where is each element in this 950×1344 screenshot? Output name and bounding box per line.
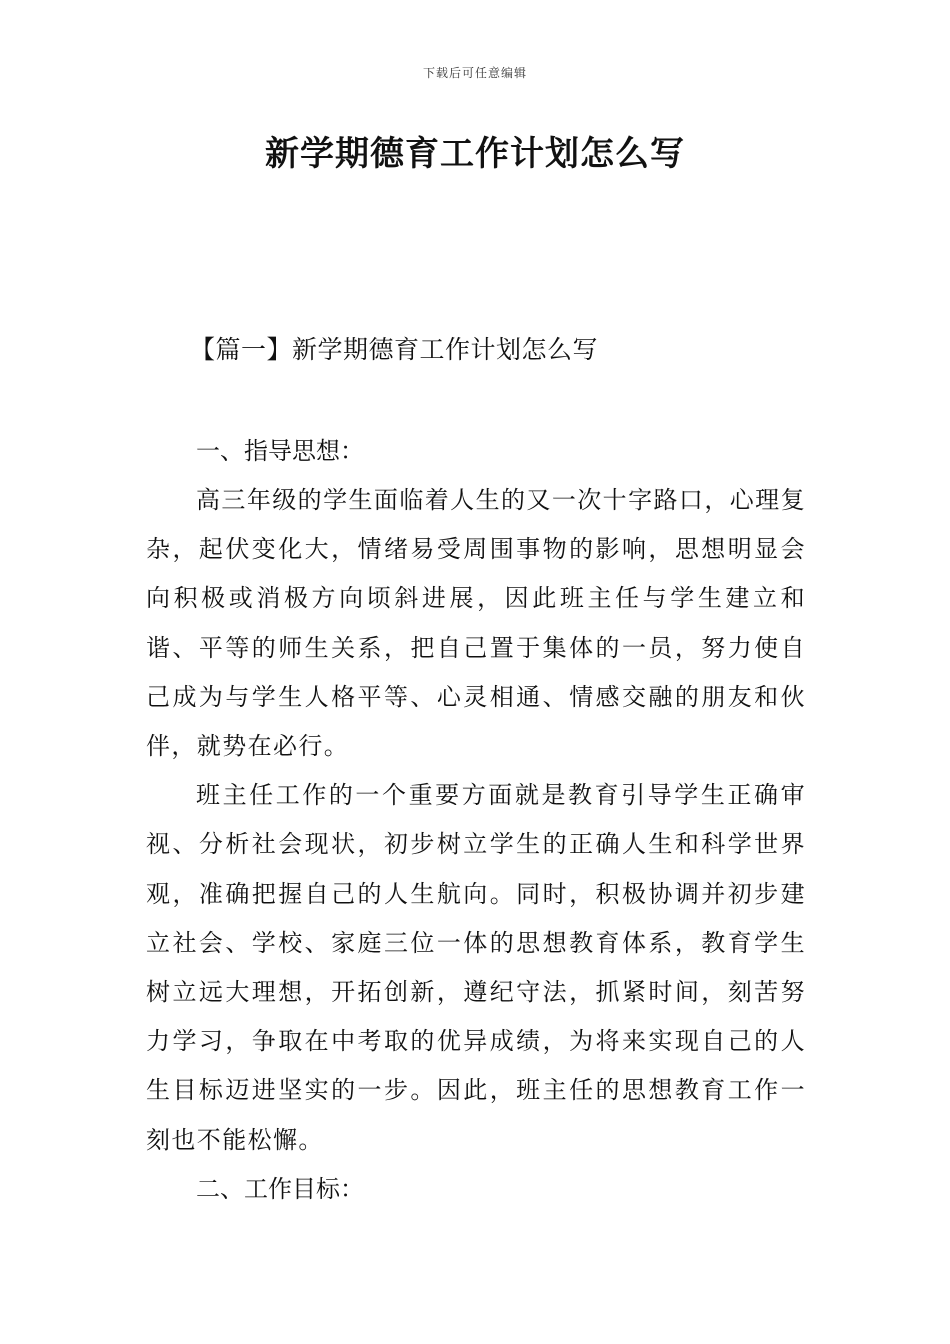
- header-note: 下载后可任意编辑: [422, 66, 527, 80]
- heading-guiding-thought: 一、指导思想：: [196, 437, 364, 465]
- document-body: [146, 427, 806, 1214]
- heading-work-goals: 二、工作目标：: [196, 1174, 364, 1203]
- document-title: 新学期德育工作计划怎么写: [265, 134, 685, 174]
- paragraph-2: 班主任工作的一个重要方面就是教育引导学生正确审视、分析社会现状，初步树立学生的正确人生和科学世界观，准确把握自己的人生航向。同时，积极协调并初步建立社会、学校、家庭三位一体的思想教育体系，教育学生树立远大理想，开拓创新，遵纪守法，抓紧时间，刻苦努力学习，争取在中考取的优异成绩，为将来实现自己的人生目标迈进坚实的一步。因此，班主任的思想教育工作一刻也不能松懈。: [146, 781, 806, 1154]
- section-title: 【篇一】新学期德育工作计划怎么写: [190, 335, 599, 364]
- paragraph-1: 高三年级的学生面临着人生的又一次十字路口，心理复杂，起伏变化大，情绪易受周围事物的影响，思想明显会向积极或消极方向顷斜进展，因此班主任与学生建立和谐、平等的师生关系，把自己置于集体的一员，努力使自己成为与学生人格平等、心灵相通、情感交融的朋友和伙伴，就势在必行。: [146, 486, 806, 761]
